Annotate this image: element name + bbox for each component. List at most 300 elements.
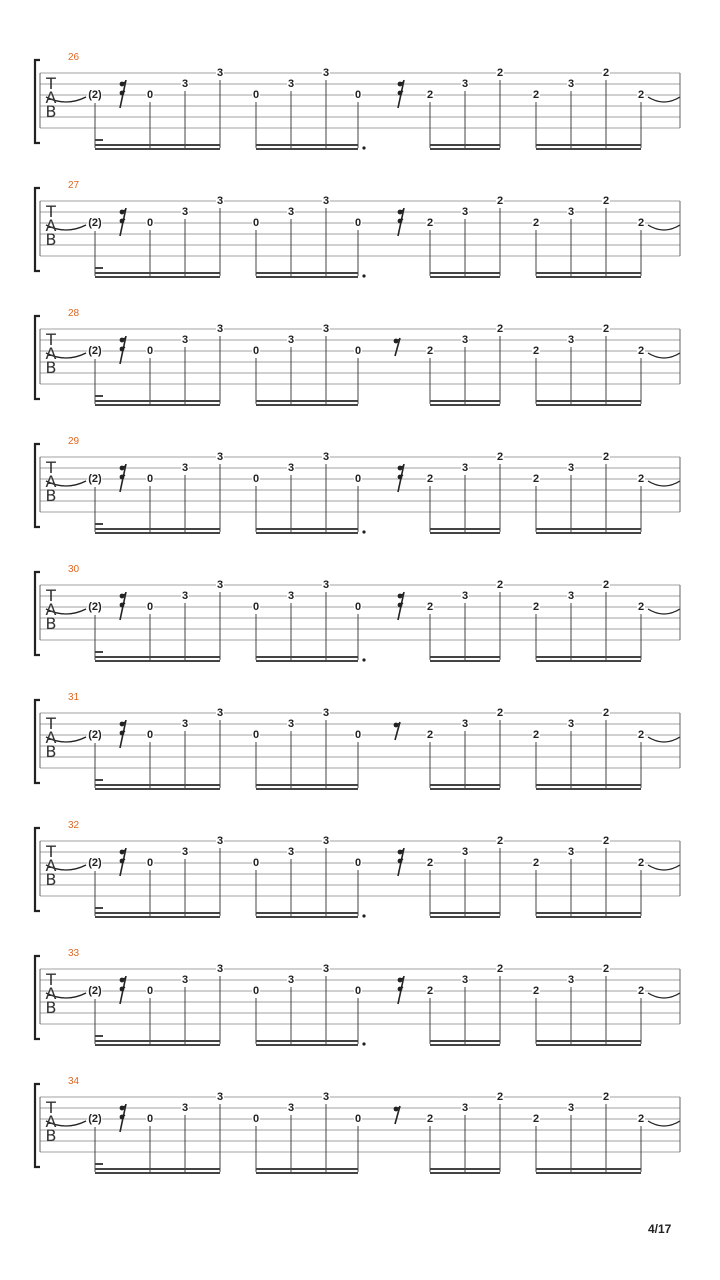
- fret-number: 3: [567, 590, 575, 602]
- beam: [95, 660, 220, 662]
- fret-number: 3: [216, 195, 224, 207]
- fret-number: 2: [532, 345, 540, 357]
- measure-number: 29: [68, 436, 80, 447]
- fret-number: 3: [322, 579, 330, 591]
- beam: [256, 148, 358, 150]
- sixteenth-rest: [120, 720, 126, 748]
- measure-number: 32: [68, 820, 80, 831]
- beam: [430, 532, 500, 534]
- fret-number: 2: [426, 473, 434, 485]
- fret-number: 3: [287, 590, 295, 602]
- fret-number: 3: [567, 1102, 575, 1114]
- beam: [95, 532, 220, 534]
- beam: [256, 916, 358, 918]
- fret-number: 3: [322, 963, 330, 975]
- beam: [536, 528, 641, 530]
- fret-number: 2: [602, 707, 610, 719]
- fret-number: 2: [532, 217, 540, 229]
- fret-number: 3: [461, 462, 469, 474]
- tab-clef-letter: A: [45, 1112, 57, 1131]
- note-flag: [95, 907, 103, 909]
- beam: [95, 1172, 220, 1174]
- fret-number: 3: [287, 206, 295, 218]
- beam: [430, 912, 500, 914]
- tab-system: [0, 564, 720, 660]
- fret-number: 3: [216, 579, 224, 591]
- beam: [95, 528, 220, 530]
- fret-number: 3: [567, 718, 575, 730]
- beam: [95, 916, 220, 918]
- fret-number: 0: [146, 985, 154, 997]
- tab-clef-letter: A: [45, 728, 57, 747]
- fret-number: 2: [532, 985, 540, 997]
- eighth-rest: [394, 338, 400, 356]
- sixteenth-rest: [120, 80, 126, 108]
- fret-number: 3: [567, 78, 575, 90]
- fret-number: 2: [602, 323, 610, 335]
- beam: [256, 528, 358, 530]
- fret-number: 0: [146, 473, 154, 485]
- beam: [430, 784, 500, 786]
- tab-clef-letter: T: [46, 970, 56, 989]
- fret-number: 0: [146, 729, 154, 741]
- fret-number: 3: [181, 206, 189, 218]
- fret-number: 2: [637, 729, 645, 741]
- tied-fret-label: (2): [88, 217, 102, 229]
- tied-fret-label: (2): [88, 985, 102, 997]
- fret-number: 0: [252, 1113, 260, 1125]
- beam: [256, 912, 358, 914]
- tab-clef-letter: T: [46, 458, 56, 477]
- eighth-rest: [394, 1106, 400, 1124]
- fret-number: 3: [181, 78, 189, 90]
- fret-number: 0: [354, 1113, 362, 1125]
- fret-number: 3: [287, 974, 295, 986]
- beam: [536, 788, 641, 790]
- beam: [256, 788, 358, 790]
- beam: [536, 656, 641, 658]
- fret-number: 2: [496, 835, 504, 847]
- tab-system: [0, 180, 720, 276]
- tab-system: [0, 1076, 720, 1172]
- tied-fret-label: (2): [88, 473, 102, 485]
- beam: [430, 144, 500, 146]
- note-flag: [95, 779, 103, 781]
- tie-out: [648, 1121, 680, 1126]
- fret-number: 2: [426, 601, 434, 613]
- staff-svg: [0, 820, 720, 920]
- fret-number: 3: [181, 974, 189, 986]
- note-flag: [95, 1035, 103, 1037]
- tab-clef-letter: B: [45, 870, 57, 889]
- beam: [430, 404, 500, 406]
- beam: [95, 148, 220, 150]
- fret-number: 3: [216, 451, 224, 463]
- measure-number: 31: [68, 692, 80, 703]
- fret-number: 3: [322, 67, 330, 79]
- tab-clef-letter: A: [45, 88, 57, 107]
- fret-number: 2: [637, 345, 645, 357]
- fret-number: 3: [287, 462, 295, 474]
- fret-number: 2: [602, 451, 610, 463]
- staff-svg: [0, 1076, 720, 1176]
- fret-number: 3: [567, 334, 575, 346]
- tab-clef-letter: A: [45, 600, 57, 619]
- fret-number: 3: [322, 707, 330, 719]
- fret-number: 3: [181, 846, 189, 858]
- augmentation-dot: [362, 914, 365, 917]
- beam: [95, 272, 220, 274]
- fret-number: 2: [426, 729, 434, 741]
- fret-number: 2: [637, 89, 645, 101]
- beam: [536, 272, 641, 274]
- beam: [95, 784, 220, 786]
- beam: [256, 1172, 358, 1174]
- fret-number: 3: [287, 718, 295, 730]
- beam: [536, 532, 641, 534]
- augmentation-dot: [362, 1042, 365, 1045]
- fret-number: 3: [287, 1102, 295, 1114]
- fret-number: 3: [287, 846, 295, 858]
- fret-number: 2: [532, 473, 540, 485]
- beam: [256, 1044, 358, 1046]
- fret-number: 3: [181, 590, 189, 602]
- fret-number: 3: [216, 707, 224, 719]
- fret-number: 3: [216, 1091, 224, 1103]
- fret-number: 0: [354, 729, 362, 741]
- tab-clef-letter: T: [46, 202, 56, 221]
- tab-clef-letter: B: [45, 230, 57, 249]
- tab-clef-letter: T: [46, 74, 56, 93]
- fret-number: 3: [216, 67, 224, 79]
- fret-number: 2: [532, 1113, 540, 1125]
- beam: [536, 1168, 641, 1170]
- fret-number: 3: [461, 1102, 469, 1114]
- fret-number: 2: [496, 963, 504, 975]
- staff-svg: [0, 436, 720, 536]
- beam: [536, 276, 641, 278]
- beam: [536, 404, 641, 406]
- beam: [95, 912, 220, 914]
- tab-system: [0, 820, 720, 916]
- staff-svg: [0, 52, 720, 152]
- tab-system: [0, 52, 720, 148]
- fret-number: 2: [602, 1091, 610, 1103]
- beam: [536, 400, 641, 402]
- fret-number: 3: [287, 78, 295, 90]
- tab-system: [0, 308, 720, 404]
- measure-number: 33: [68, 948, 80, 959]
- beam: [536, 784, 641, 786]
- fret-number: 2: [496, 451, 504, 463]
- tab-clef-letter: T: [46, 586, 56, 605]
- tab-system: [0, 436, 720, 532]
- sixteenth-rest: [398, 80, 404, 108]
- beam: [256, 1040, 358, 1042]
- fret-number: 2: [426, 89, 434, 101]
- fret-number: 3: [567, 974, 575, 986]
- beam: [430, 528, 500, 530]
- tab-clef-letter: T: [46, 714, 56, 733]
- beam: [256, 276, 358, 278]
- beam: [95, 400, 220, 402]
- fret-number: 2: [637, 985, 645, 997]
- sixteenth-rest: [120, 1104, 126, 1132]
- fret-number: 0: [354, 345, 362, 357]
- fret-number: 2: [426, 1113, 434, 1125]
- beam: [256, 404, 358, 406]
- augmentation-dot: [362, 658, 365, 661]
- fret-number: 2: [602, 67, 610, 79]
- fret-number: 2: [602, 835, 610, 847]
- beam: [536, 1044, 641, 1046]
- beam: [430, 660, 500, 662]
- page-number: 4/17: [648, 1222, 672, 1236]
- beam: [256, 660, 358, 662]
- tab-system: [0, 948, 720, 1044]
- fret-number: 2: [532, 857, 540, 869]
- fret-number: 2: [532, 601, 540, 613]
- fret-number: 0: [146, 601, 154, 613]
- system-bracket: [35, 444, 40, 527]
- tab-clef-letter: T: [46, 330, 56, 349]
- sixteenth-rest: [120, 208, 126, 236]
- beam: [256, 532, 358, 534]
- note-flag: [95, 1163, 103, 1165]
- staff-svg: [0, 180, 720, 280]
- fret-number: 2: [602, 963, 610, 975]
- fret-number: 3: [322, 451, 330, 463]
- fret-number: 2: [426, 345, 434, 357]
- fret-number: 0: [354, 217, 362, 229]
- tab-clef-letter: B: [45, 358, 57, 377]
- beam: [95, 1168, 220, 1170]
- tied-fret-label: (2): [88, 729, 102, 741]
- measure-number: 27: [68, 180, 80, 191]
- beam: [95, 788, 220, 790]
- fret-number: 2: [637, 1113, 645, 1125]
- fret-number: 0: [354, 473, 362, 485]
- fret-number: 0: [252, 857, 260, 869]
- tab-clef-letter: T: [46, 1098, 56, 1117]
- augmentation-dot: [362, 146, 365, 149]
- fret-number: 2: [637, 473, 645, 485]
- fret-number: 3: [322, 195, 330, 207]
- fret-number: 0: [146, 345, 154, 357]
- note-flag: [95, 395, 103, 397]
- fret-number: 3: [216, 323, 224, 335]
- tied-fret-label: (2): [88, 601, 102, 613]
- tied-fret-label: (2): [88, 345, 102, 357]
- sixteenth-rest: [120, 848, 126, 876]
- fret-number: 3: [181, 334, 189, 346]
- beam: [256, 784, 358, 786]
- note-flag: [95, 139, 103, 141]
- fret-number: 0: [146, 1113, 154, 1125]
- note-flag: [95, 523, 103, 525]
- fret-number: 3: [461, 590, 469, 602]
- tab-clef-letter: B: [45, 102, 57, 121]
- sixteenth-rest: [120, 464, 126, 492]
- tab-clef-letter: A: [45, 856, 57, 875]
- system-bracket: [35, 60, 40, 143]
- fret-number: 3: [322, 323, 330, 335]
- measure-number: 26: [68, 52, 80, 63]
- tied-fret-label: (2): [88, 1113, 102, 1125]
- system-bracket: [35, 828, 40, 911]
- tab-clef-letter: T: [46, 842, 56, 861]
- sixteenth-rest: [398, 592, 404, 620]
- beam: [430, 1168, 500, 1170]
- sixteenth-rest: [120, 592, 126, 620]
- sixteenth-rest: [398, 848, 404, 876]
- tab-clef-letter: A: [45, 216, 57, 235]
- fret-number: 0: [252, 89, 260, 101]
- tied-fret-label: (2): [88, 89, 102, 101]
- fret-number: 3: [461, 974, 469, 986]
- fret-number: 2: [426, 857, 434, 869]
- fret-number: 2: [532, 729, 540, 741]
- beam: [430, 276, 500, 278]
- beam: [536, 148, 641, 150]
- measure-number: 30: [68, 564, 80, 575]
- beam: [430, 272, 500, 274]
- beam: [430, 788, 500, 790]
- fret-number: 2: [496, 579, 504, 591]
- staff-svg: [0, 308, 720, 408]
- fret-number: 3: [287, 334, 295, 346]
- tie-out: [648, 609, 680, 614]
- fret-number: 2: [532, 89, 540, 101]
- fret-number: 0: [354, 857, 362, 869]
- system-bracket: [35, 188, 40, 271]
- fret-number: 2: [426, 217, 434, 229]
- fret-number: 3: [216, 963, 224, 975]
- staff-svg: [0, 692, 720, 792]
- tie-out: [648, 993, 680, 998]
- beam: [536, 1040, 641, 1042]
- tie-out: [648, 353, 680, 358]
- tab-clef-letter: B: [45, 614, 57, 633]
- tie-out: [648, 737, 680, 742]
- fret-number: 3: [567, 462, 575, 474]
- fret-number: 0: [354, 89, 362, 101]
- eighth-rest: [394, 722, 400, 740]
- beam: [430, 1040, 500, 1042]
- system-bracket: [35, 700, 40, 783]
- fret-number: 3: [181, 718, 189, 730]
- beam: [430, 148, 500, 150]
- fret-number: 3: [461, 334, 469, 346]
- measure-number: 28: [68, 308, 80, 319]
- beam: [95, 1044, 220, 1046]
- system-bracket: [35, 1084, 40, 1167]
- beam: [536, 144, 641, 146]
- fret-number: 3: [461, 718, 469, 730]
- beam: [430, 1044, 500, 1046]
- system-bracket: [35, 316, 40, 399]
- fret-number: 2: [637, 217, 645, 229]
- fret-number: 3: [461, 78, 469, 90]
- tie-out: [648, 97, 680, 102]
- system-bracket: [35, 956, 40, 1039]
- sixteenth-rest: [120, 976, 126, 1004]
- fret-number: 2: [602, 195, 610, 207]
- beam: [536, 912, 641, 914]
- measure-number: 34: [68, 1076, 80, 1087]
- fret-number: 2: [496, 67, 504, 79]
- fret-number: 3: [461, 846, 469, 858]
- augmentation-dot: [362, 274, 365, 277]
- beam: [536, 916, 641, 918]
- beam: [256, 144, 358, 146]
- fret-number: 0: [252, 473, 260, 485]
- beam: [256, 1168, 358, 1170]
- fret-number: 0: [146, 89, 154, 101]
- tab-clef-letter: A: [45, 344, 57, 363]
- fret-number: 3: [216, 835, 224, 847]
- tab-clef-letter: B: [45, 1126, 57, 1145]
- fret-number: 3: [461, 206, 469, 218]
- sixteenth-rest: [398, 464, 404, 492]
- beam: [256, 400, 358, 402]
- fret-number: 2: [496, 323, 504, 335]
- fret-number: 0: [354, 985, 362, 997]
- fret-number: 3: [322, 1091, 330, 1103]
- tab-clef-letter: A: [45, 984, 57, 1003]
- beam: [95, 656, 220, 658]
- fret-number: 0: [354, 601, 362, 613]
- fret-number: 2: [426, 985, 434, 997]
- beam: [95, 276, 220, 278]
- tie-out: [648, 481, 680, 486]
- tab-system: [0, 692, 720, 788]
- beam: [430, 400, 500, 402]
- fret-number: 2: [602, 579, 610, 591]
- beam: [95, 1040, 220, 1042]
- tied-fret-label: (2): [88, 857, 102, 869]
- note-flag: [95, 651, 103, 653]
- staff-svg: [0, 564, 720, 664]
- beam: [256, 272, 358, 274]
- beam: [430, 656, 500, 658]
- fret-number: 2: [496, 1091, 504, 1103]
- staff-svg: [0, 948, 720, 1048]
- fret-number: 0: [252, 729, 260, 741]
- fret-number: 3: [322, 835, 330, 847]
- fret-number: 2: [496, 195, 504, 207]
- fret-number: 0: [252, 601, 260, 613]
- fret-number: 3: [567, 206, 575, 218]
- beam: [95, 144, 220, 146]
- note-flag: [95, 267, 103, 269]
- fret-number: 0: [146, 857, 154, 869]
- tab-clef-letter: B: [45, 742, 57, 761]
- tab-clef-letter: A: [45, 472, 57, 491]
- beam: [536, 660, 641, 662]
- sixteenth-rest: [120, 336, 126, 364]
- beam: [536, 1172, 641, 1174]
- augmentation-dot: [362, 530, 365, 533]
- tab-clef-letter: B: [45, 998, 57, 1017]
- beam: [256, 656, 358, 658]
- tab-clef-letter: B: [45, 486, 57, 505]
- fret-number: 3: [567, 846, 575, 858]
- fret-number: 2: [637, 857, 645, 869]
- beam: [430, 1172, 500, 1174]
- tie-out: [648, 865, 680, 870]
- fret-number: 0: [252, 985, 260, 997]
